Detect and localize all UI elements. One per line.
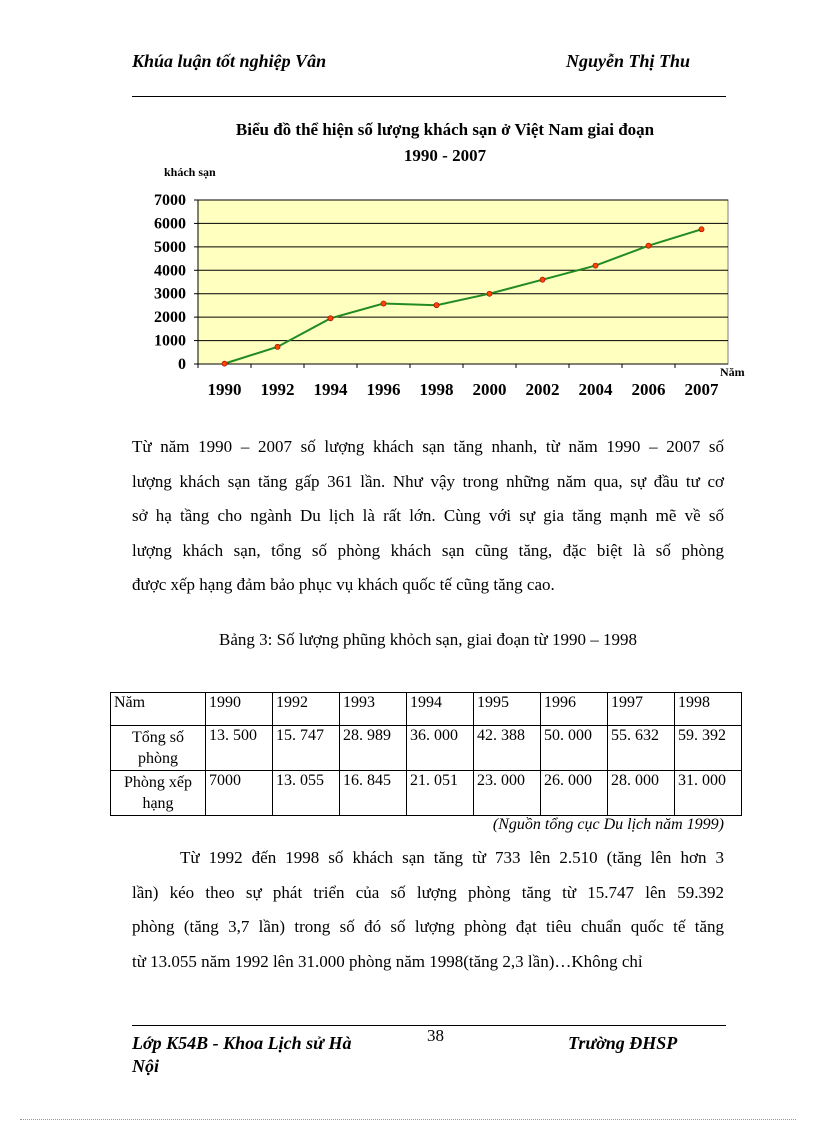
y-tick-label: 6000: [154, 215, 186, 233]
x-tick-label: 2007: [684, 380, 719, 399]
paragraph-line: phòng (tăng 3,7 lần) trong số đó số lượng phòng đạt tiêu chuẩn quốc tế tăng: [132, 917, 724, 936]
page-number: 38: [427, 1026, 444, 1045]
rooms-table: [110, 692, 742, 816]
page-bottom-border: [20, 1119, 796, 1120]
table-cell: 28. 989: [340, 726, 407, 771]
table-row: [111, 771, 742, 816]
table-cell: 50. 000: [541, 726, 608, 771]
x-tick-label: 1994: [313, 380, 348, 399]
table-cell: 1996: [541, 693, 608, 726]
table-cell: 1992: [273, 693, 340, 726]
paragraph-line: Từ 1992 đến 1998 số khách sạn tăng từ 733 lên 2.510 (tăng lên hơn 3: [180, 848, 724, 867]
hotel-count-line-chart: [130, 160, 770, 410]
x-tick-label: 2002: [525, 380, 560, 399]
table-cell: 1995: [474, 693, 541, 726]
data-point: [646, 243, 651, 248]
y-tick-label: 3000: [154, 285, 186, 303]
data-point: [434, 303, 439, 308]
x-tick-label: 2006: [631, 380, 666, 399]
header-right-text: Nguyễn Thị Thu: [566, 51, 691, 71]
paragraph-line: lượng khách sạn, tổng số phòng khách sạn cũng tăng, đặc biệt là số phòng: [132, 540, 724, 560]
table-cell: 16. 845: [340, 771, 407, 816]
table-cell: 55. 632: [608, 726, 675, 771]
x-tick-label: 2004: [578, 380, 613, 399]
table-row-label: Năm: [111, 693, 206, 726]
table-cell: 21. 051: [407, 771, 474, 816]
table-row: [111, 726, 742, 771]
paragraph-line: lần) kéo theo sự phát triển của số lượng phòng tăng từ 15.747 lên 59.392: [132, 882, 724, 902]
table-cell: 1994: [407, 693, 474, 726]
table-cell: 59. 392: [675, 726, 742, 771]
y-tick-label: 1000: [154, 332, 186, 350]
table-cell: 1990: [206, 693, 273, 726]
paragraph-1: [132, 430, 724, 603]
chart-title-line2: 1990 - 2007: [403, 146, 487, 165]
paragraph-line: được xếp hạng đảm bảo phục vụ khách quốc tế cũng tăng cao.: [132, 575, 555, 594]
table-cell: 42. 388: [474, 726, 541, 771]
table-row-label: Phòng xếp hạng: [111, 771, 206, 816]
data-point: [540, 277, 545, 282]
paragraph-2: [132, 841, 724, 979]
table-cell: 1997: [608, 693, 675, 726]
table-cell: 15. 747: [273, 726, 340, 771]
table-cell: 28. 000: [608, 771, 675, 816]
paragraph-line: sở hạ tầng cho ngành Du lịch là rất lớn. Cùng với sự gia tăng mạnh mẽ về số: [132, 506, 724, 525]
x-axis-label: Năm: [720, 365, 745, 379]
x-tick-label: 1996: [366, 380, 401, 399]
table-cell: 31. 000: [675, 771, 742, 816]
y-axis-label: khách sạn: [164, 165, 216, 179]
header-left-text: Khúa luận tốt nghiệp Vân: [132, 51, 327, 71]
data-point: [487, 291, 492, 296]
table-cell: 26. 000: [541, 771, 608, 816]
table-cell: 13. 055: [273, 771, 340, 816]
data-point: [222, 361, 227, 366]
x-tick-label: 2000: [472, 380, 507, 399]
table-header-row: [111, 693, 742, 726]
table-cell: 7000: [206, 771, 273, 816]
y-tick-label: 2000: [154, 309, 186, 327]
x-tick-label: 1990: [207, 380, 242, 399]
table-row-label: Tổng số phòng: [111, 726, 206, 771]
footer-right-text: Trường ĐHSP: [568, 1033, 678, 1053]
paragraph-line: Từ năm 1990 – 2007 số lượng khách sạn tăng nhanh, từ năm 1990 – 2007 số: [132, 437, 724, 456]
y-tick-label: 0: [178, 356, 186, 373]
table-cell: 13. 500: [206, 726, 273, 771]
data-point: [381, 301, 386, 306]
chart-title-line1: Biểu đồ thể hiện số lượng khách sạn ở Việt Nam giai đoạn: [235, 120, 655, 139]
data-point: [275, 344, 280, 349]
y-tick-label: 5000: [154, 238, 186, 256]
footer-left-text: Lớp K54B - Khoa Lịch sử Hà Nội: [132, 1033, 352, 1076]
source-note: (Nguồn tổng cục Du lịch năm 1999): [492, 816, 724, 833]
data-point: [699, 227, 704, 232]
x-tick-label: 1992: [260, 380, 295, 399]
table-cell: 1998: [675, 693, 742, 726]
y-tick-label: 4000: [154, 262, 186, 280]
plot-area: [198, 200, 728, 364]
data-point: [593, 263, 598, 268]
data-point: [328, 316, 333, 321]
y-tick-label: 7000: [154, 192, 186, 209]
table-cell: 23. 000: [474, 771, 541, 816]
x-tick-label: 1998: [419, 380, 454, 399]
table-cell: 1993: [340, 693, 407, 726]
paragraph-line: lượng khách sạn tăng gấp 361 lần. Như vậy trong những năm qua, sự đầu tư cơ: [132, 471, 724, 491]
table-caption: Bảng 3: Số lượng phũng khỏch sạn, giai đoạn từ 1990 – 1998: [219, 630, 637, 649]
header-rule: [132, 96, 726, 97]
table-cell: 36. 000: [407, 726, 474, 771]
paragraph-line: từ 13.055 năm 1992 lên 31.000 phòng năm 1998(tăng 2,3 lần)…Không chỉ: [132, 951, 643, 971]
